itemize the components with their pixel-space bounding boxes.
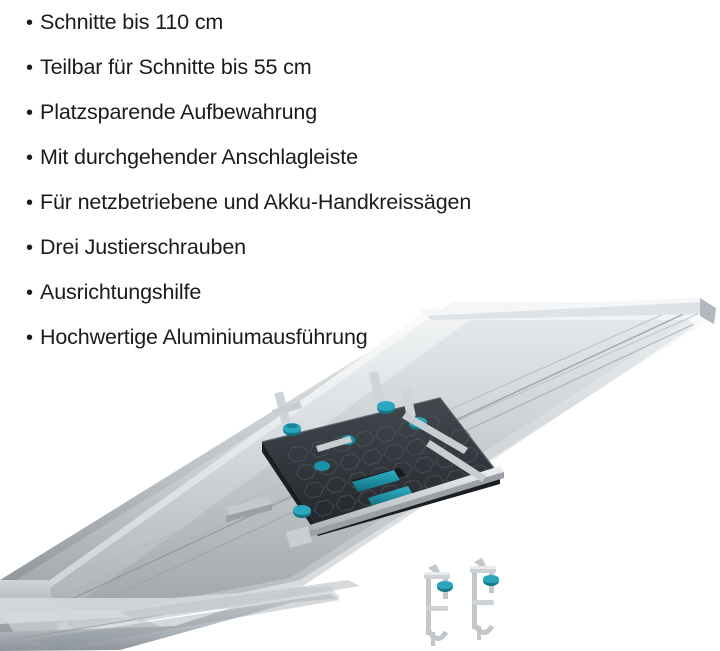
list-item: [26, 45, 686, 90]
list-item: [26, 135, 686, 180]
feature-text: Drei Justierschrauben: [40, 235, 246, 259]
bullet-icon: •: [26, 57, 33, 79]
bullet-icon: •: [26, 327, 33, 349]
clamp-right: [470, 558, 499, 640]
product-illustration: [0, 280, 720, 651]
feature-text: Mit durchgehender Anschlagleiste: [40, 145, 358, 169]
list-item: [26, 90, 686, 135]
feature-text: Schnitte bis 110 cm: [40, 10, 224, 34]
bullet-icon: •: [26, 282, 33, 304]
bullet-icon: •: [26, 192, 33, 214]
feature-text: Ausrichtungshilfe: [40, 280, 202, 304]
bullet-icon: •: [26, 12, 33, 34]
feature-text: Hochwertige Aluminiumausführung: [40, 325, 368, 349]
bullet-icon: •: [26, 102, 33, 124]
feature-text: Für netzbetriebene und Akku-Handkreissägen: [40, 190, 472, 214]
list-item: [26, 225, 686, 270]
bullet-icon: •: [26, 147, 33, 169]
list-item: [26, 180, 686, 225]
feature-text: Platzsparende Aufbewahrung: [40, 100, 317, 124]
bullet-icon: •: [26, 237, 33, 259]
clamp-left: [424, 564, 453, 646]
list-item: [26, 0, 686, 45]
feature-text: Teilbar für Schnitte bis 55 cm: [40, 55, 312, 79]
